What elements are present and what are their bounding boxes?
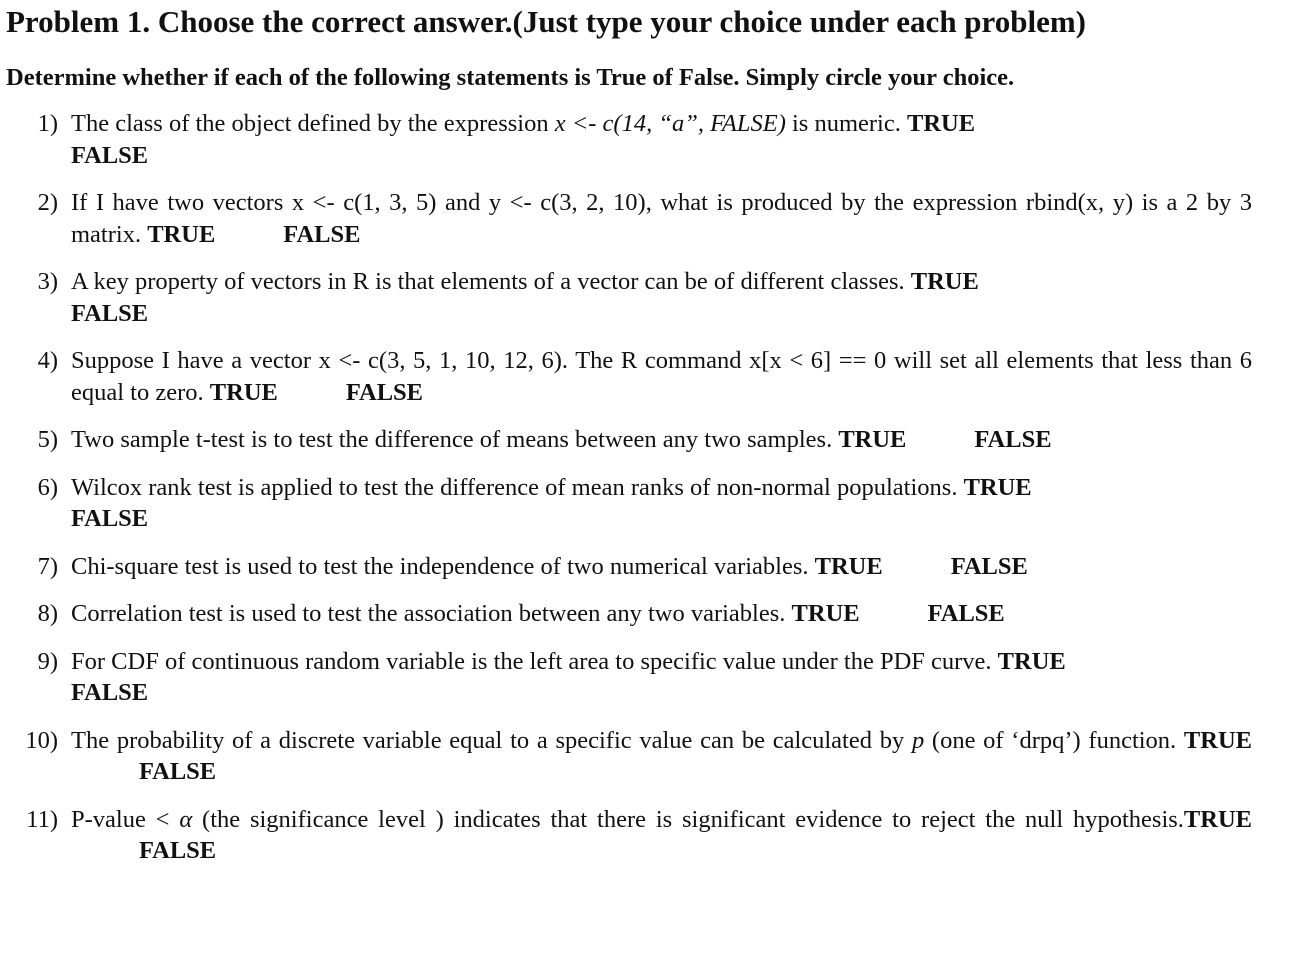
false-choice[interactable]: FALSE — [974, 426, 1052, 453]
question-8 — [6, 598, 1252, 630]
question-text: (one of ‘drpq’) function. — [924, 726, 1177, 754]
question-text: The class of the object defined by the expression — [71, 110, 555, 137]
question-1 — [6, 108, 1252, 171]
question-number: 6) — [37, 473, 58, 501]
false-choice[interactable]: FALSE — [283, 220, 361, 248]
question-number: 5) — [37, 426, 58, 453]
false-choice[interactable]: FALSE — [345, 378, 424, 406]
question-text: (the significance level ) indicates that there is significant evidence to reject the null hypothesis. — [192, 805, 1184, 833]
false-choice[interactable]: FALSE — [927, 600, 1005, 627]
question-text: Chi-square test is used to test the independence of two numerical variables. — [71, 552, 809, 580]
true-choice[interactable]: TRUE — [814, 552, 883, 580]
true-choice[interactable]: TRUE — [1183, 805, 1252, 833]
question-number: 2) — [37, 189, 58, 216]
math-expression: α — [179, 805, 193, 833]
false-choice[interactable]: FALSE — [71, 505, 149, 532]
instructions: Determine whether if each of the following statements is True of False. Simply circle your choice. — [6, 64, 1015, 91]
question-number: 11) — [26, 805, 58, 833]
question-4 — [6, 345, 1252, 408]
question-text: Two sample t-test is to test the difference of means between any two samples. — [71, 426, 833, 453]
true-choice[interactable]: TRUE — [838, 426, 907, 453]
question-number: 9) — [37, 647, 58, 675]
false-choice[interactable]: FALSE — [71, 299, 149, 327]
problem-sheet — [6, 4, 1252, 883]
question-9 — [6, 646, 1252, 709]
question-number: 7) — [37, 552, 58, 580]
question-2 — [6, 187, 1252, 250]
question-5 — [6, 424, 1252, 456]
question-7 — [6, 551, 1252, 583]
false-choice[interactable]: FALSE — [950, 552, 1028, 580]
false-choice[interactable]: FALSE — [139, 837, 217, 864]
true-choice[interactable]: TRUE — [910, 268, 979, 295]
question-number: 10) — [25, 726, 58, 754]
question-text: The probability of a discrete variable equal to a specific value can be calculated by — [71, 726, 912, 754]
false-choice[interactable]: FALSE — [71, 141, 149, 169]
true-choice[interactable]: TRUE — [147, 220, 216, 248]
true-choice[interactable]: TRUE — [997, 647, 1066, 675]
question-text: If I have two vectors x <- c(1, 3, 5) and y <- c(3, 2, 10), what is produced by the expression rbind(x, y) is a 2 by 3 matrix. — [71, 189, 1252, 248]
false-choice[interactable]: FALSE — [139, 758, 217, 785]
question-text: Correlation test is used to test the association between any two variables. — [71, 600, 786, 627]
question-number: 3) — [37, 268, 58, 295]
math-expression: x <- c(14, “a”, FALSE) — [554, 110, 786, 137]
true-choice[interactable]: TRUE — [791, 600, 860, 627]
question-text: A key property of vectors in R is that elements of a vector can be of different classes. — [71, 268, 905, 295]
true-choice[interactable]: TRUE — [906, 110, 976, 137]
question-11 — [6, 804, 1252, 867]
question-text: is numeric. — [785, 110, 901, 137]
true-choice[interactable]: TRUE — [1183, 726, 1252, 754]
question-6 — [6, 472, 1252, 535]
problem-title: Problem 1. Choose the correct answer.(Just type your choice under each problem) — [6, 4, 1087, 39]
question-list — [6, 108, 1252, 867]
question-text: P-value < — [71, 805, 180, 833]
question-text: Suppose I have a vector x <- c(3, 5, 1, 10, 12, 6). The R command x[x < 6] == 0 will set all elements that less than 6 equal to zero. — [71, 347, 1252, 406]
question-number: 1) — [37, 110, 58, 137]
false-choice[interactable]: FALSE — [71, 679, 149, 706]
question-10 — [6, 725, 1252, 788]
true-choice[interactable]: TRUE — [209, 378, 278, 406]
true-choice[interactable]: TRUE — [963, 473, 1032, 501]
question-3 — [6, 266, 1252, 329]
question-text: Wilcox rank test is applied to test the difference of mean ranks of non-normal populations. — [71, 473, 958, 501]
question-number: 8) — [37, 600, 58, 627]
math-expression: p — [911, 726, 925, 754]
question-text: For CDF of continuous random variable is the left area to specific value under the PDF curve. — [71, 647, 992, 675]
question-number: 4) — [37, 347, 58, 374]
